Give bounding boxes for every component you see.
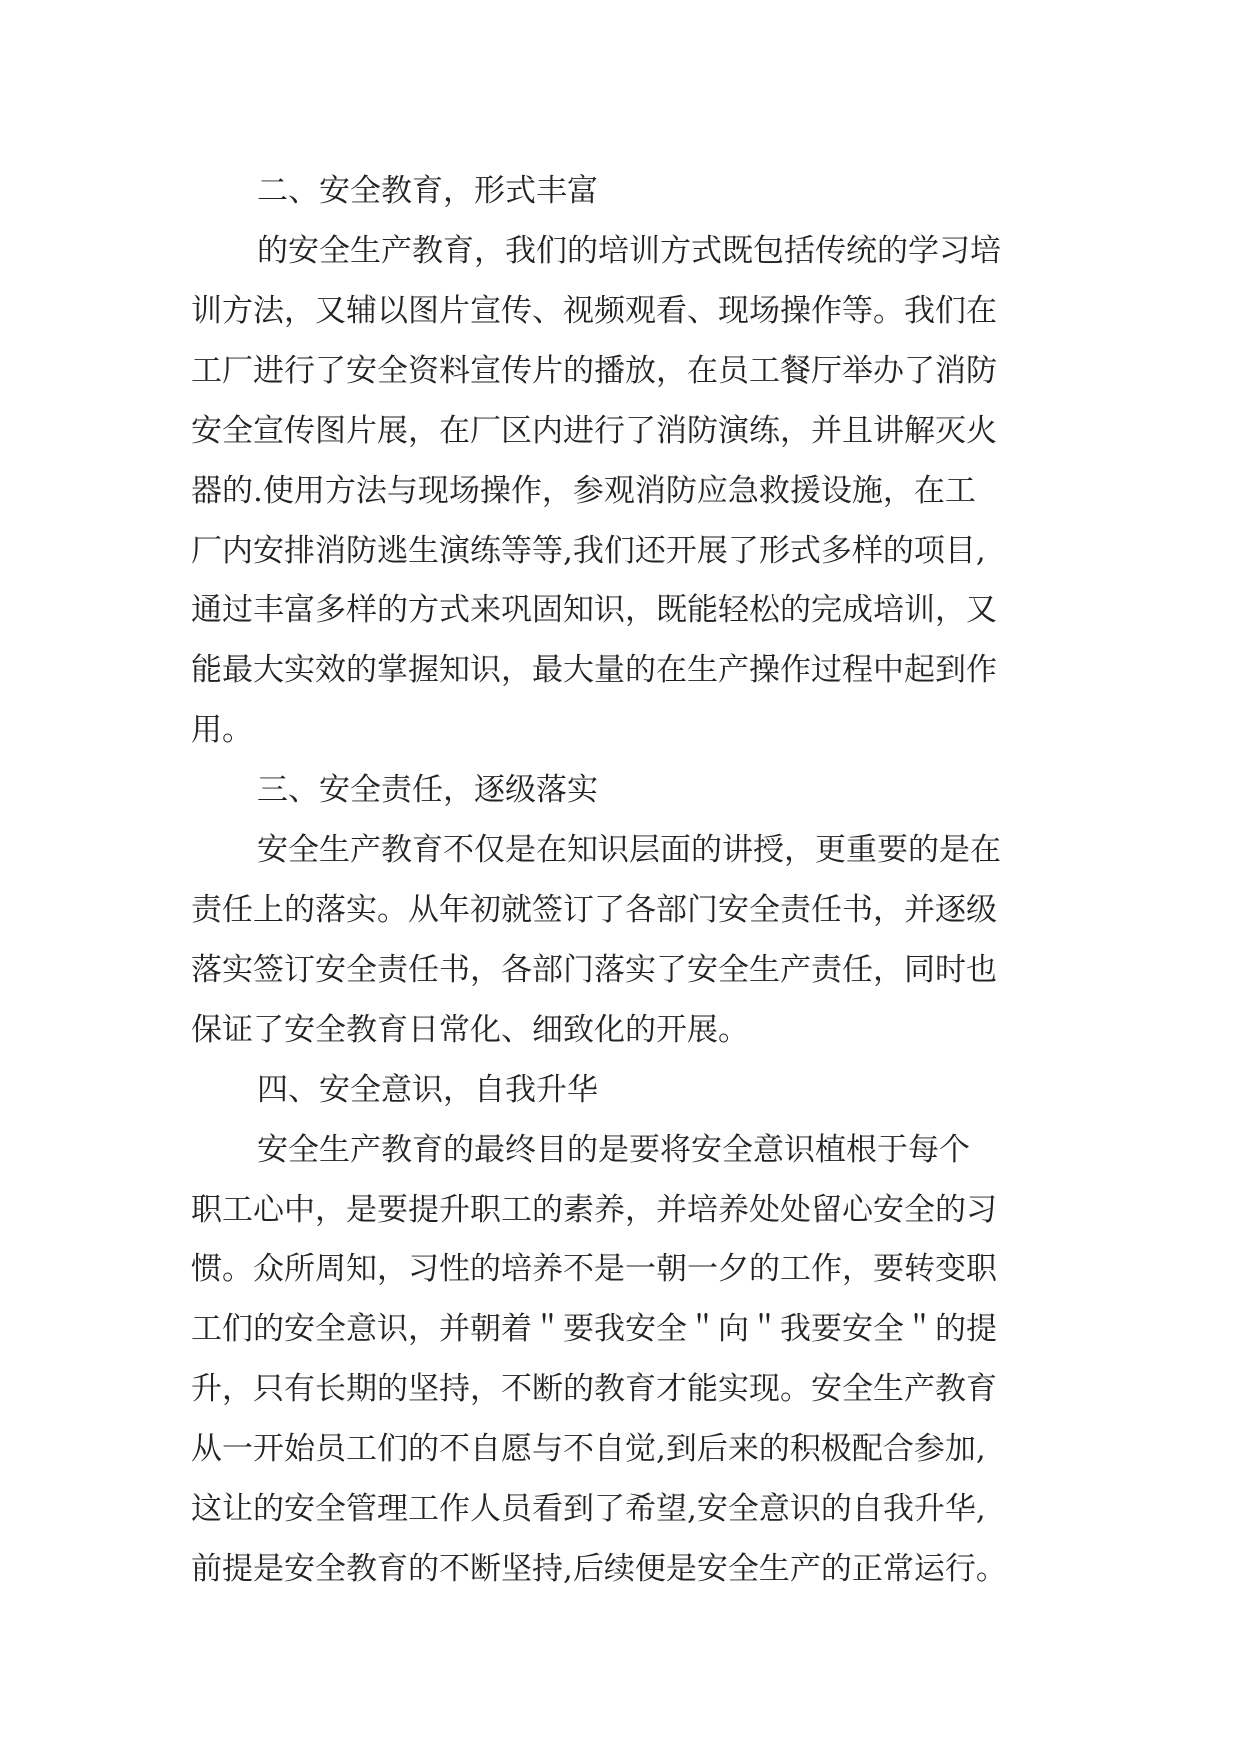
section-heading-3: 三、安全责任，逐级落实: [257, 772, 598, 808]
paragraph-line: 器的.使用方法与现场操作，参观消防应急救援设施，在工: [191, 473, 976, 509]
paragraph-line: 这让的安全管理工作人员看到了希望,安全意识的自我升华,: [191, 1491, 986, 1527]
paragraph-line: 厂内安排消防逃生演练等等,我们还开展了形式多样的项目,: [191, 533, 986, 569]
section-heading-2: 二、安全教育，形式丰富: [257, 173, 598, 209]
paragraph-line: 的安全生产教育，我们的培训方式既包括传统的学习培: [257, 233, 1001, 269]
paragraph-line: 工厂进行了安全资料宣传片的播放，在员工餐厅举办了消防: [191, 353, 997, 389]
paragraph-line: 安全宣传图片展，在厂区内进行了消防演练，并且讲解灭火: [191, 413, 997, 449]
paragraph-line: 能最大实效的掌握知识，最大量的在生产操作过程中起到作: [191, 652, 997, 688]
paragraph-line: 工们的安全意识，并朝着＂要我安全＂向＂我要安全＂的提: [191, 1311, 997, 1347]
paragraph-line: 职工心中，是要提升职工的素养，并培养处处留心安全的习: [191, 1192, 997, 1228]
paragraph-line: 责任上的落实。从年初就签订了各部门安全责任书，并逐级: [191, 892, 997, 928]
paragraph-line: 升，只有长期的坚持，不断的教育才能实现。安全生产教育: [191, 1371, 997, 1407]
paragraph-line: 安全生产教育的最终目的是要将安全意识植根于每个: [257, 1132, 970, 1168]
paragraph-line: 从一开始员工们的不自愿与不自觉,到后来的积极配合参加,: [191, 1431, 986, 1467]
section-heading-4: 四、安全意识，自我升华: [257, 1072, 598, 1108]
paragraph-line: 通过丰富多样的方式来巩固知识，既能轻松的完成培训，又: [191, 592, 997, 628]
paragraph-line: 用。: [191, 712, 253, 748]
paragraph-line: 落实签订安全责任书，各部门落实了安全生产责任，同时也: [191, 952, 997, 988]
paragraph-line: 训方法，又辅以图片宣传、视频观看、现场操作等。我们在: [191, 293, 997, 329]
paragraph-line: 保证了安全教育日常化、细致化的开展。: [191, 1012, 749, 1048]
paragraph-line: 前提是安全教育的不断坚持,后续便是安全生产的正常运行。: [191, 1551, 1007, 1587]
paragraph-line: 惯。众所周知，习性的培养不是一朝一夕的工作，要转变职: [191, 1251, 997, 1287]
paragraph-line: 安全生产教育不仅是在知识层面的讲授，更重要的是在: [257, 832, 1001, 868]
